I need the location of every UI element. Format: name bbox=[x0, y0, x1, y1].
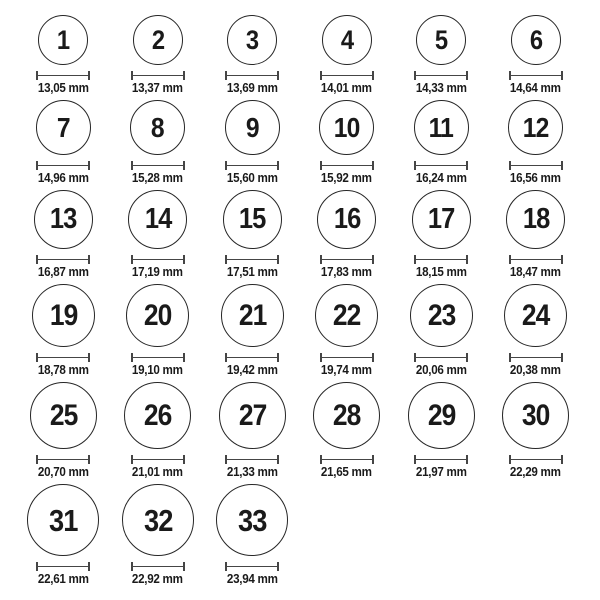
ring-size-cell bbox=[205, 484, 300, 586]
ring-size-cell bbox=[489, 382, 584, 479]
ring-size-number: 9 bbox=[245, 111, 259, 143]
diameter-measure-line bbox=[225, 255, 279, 264]
diameter-measure-line bbox=[36, 255, 90, 264]
ring-size-number: 30 bbox=[521, 398, 550, 432]
ring-size-cell bbox=[300, 382, 395, 479]
ring-circle bbox=[414, 100, 469, 155]
ring-circle bbox=[36, 100, 91, 155]
diameter-label: 20,06 mm bbox=[415, 363, 467, 377]
ring-size-cell bbox=[16, 284, 111, 377]
ring-size-cell bbox=[205, 100, 300, 185]
ring-size-number: 26 bbox=[143, 398, 172, 432]
diameter-label: 20,70 mm bbox=[37, 465, 89, 479]
diameter-label: 18,47 mm bbox=[510, 265, 562, 279]
ring-circle bbox=[30, 382, 97, 449]
diameter-label: 19,74 mm bbox=[321, 363, 373, 377]
ring-size-row bbox=[16, 382, 583, 479]
ring-circle bbox=[27, 484, 99, 556]
ring-size-number: 17 bbox=[427, 203, 455, 235]
diameter-measure-line bbox=[320, 161, 374, 170]
ring-size-cell bbox=[111, 382, 206, 479]
diameter-label: 20,38 mm bbox=[510, 363, 562, 377]
diameter-measure-line bbox=[131, 455, 185, 464]
ring-size-number: 7 bbox=[56, 111, 70, 143]
diameter-measure-line bbox=[320, 71, 374, 80]
diameter-label: 17,19 mm bbox=[132, 265, 184, 279]
diameter-measure-line bbox=[414, 255, 468, 264]
diameter-label: 19,10 mm bbox=[132, 363, 184, 377]
ring-size-cell bbox=[16, 382, 111, 479]
ring-circle bbox=[32, 284, 95, 347]
ring-size-row bbox=[16, 100, 583, 185]
ring-size-row bbox=[16, 190, 583, 279]
ring-circle bbox=[412, 190, 471, 249]
ring-size-number: 5 bbox=[435, 24, 448, 55]
diameter-label: 22,92 mm bbox=[132, 572, 184, 586]
ring-size-number: 31 bbox=[48, 502, 78, 538]
diameter-measure-line bbox=[131, 71, 185, 80]
ring-size-cell bbox=[111, 15, 206, 95]
ring-circle bbox=[34, 190, 93, 249]
ring-size-number: 16 bbox=[333, 203, 361, 235]
ring-size-cell bbox=[205, 190, 300, 279]
ring-size-number: 33 bbox=[237, 502, 267, 538]
ring-size-row bbox=[16, 484, 583, 586]
ring-size-number: 22 bbox=[332, 298, 361, 332]
diameter-label: 13,05 mm bbox=[37, 81, 89, 95]
diameter-measure-line bbox=[320, 255, 374, 264]
ring-size-cell bbox=[489, 100, 584, 185]
diameter-label: 17,51 mm bbox=[226, 265, 278, 279]
diameter-label: 21,33 mm bbox=[226, 465, 278, 479]
ring-circle bbox=[506, 190, 565, 249]
diameter-measure-line bbox=[509, 255, 563, 264]
ring-size-cell bbox=[489, 284, 584, 377]
ring-circle bbox=[416, 15, 466, 65]
diameter-label: 13,37 mm bbox=[132, 81, 184, 95]
ring-size-cell bbox=[394, 190, 489, 279]
diameter-measure-line bbox=[414, 71, 468, 80]
diameter-measure-line bbox=[509, 353, 563, 362]
ring-circle bbox=[511, 15, 561, 65]
ring-circle bbox=[219, 382, 286, 449]
ring-circle bbox=[502, 382, 569, 449]
diameter-label: 23,94 mm bbox=[226, 572, 278, 586]
diameter-measure-line bbox=[509, 71, 563, 80]
ring-circle bbox=[315, 284, 378, 347]
ring-size-cell bbox=[205, 15, 300, 95]
ring-size-cell bbox=[16, 484, 111, 586]
ring-size-number: 23 bbox=[427, 298, 456, 332]
diameter-measure-line bbox=[225, 455, 279, 464]
diameter-label: 15,60 mm bbox=[226, 171, 278, 185]
diameter-label: 17,83 mm bbox=[321, 265, 373, 279]
diameter-measure-line bbox=[509, 161, 563, 170]
ring-circle bbox=[221, 284, 284, 347]
diameter-measure-line bbox=[225, 71, 279, 80]
ring-size-number: 10 bbox=[333, 111, 360, 143]
diameter-measure-line bbox=[320, 455, 374, 464]
diameter-label: 18,78 mm bbox=[37, 363, 89, 377]
ring-circle bbox=[313, 382, 380, 449]
diameter-label: 14,64 mm bbox=[510, 81, 562, 95]
ring-size-row bbox=[16, 284, 583, 377]
diameter-label: 21,97 mm bbox=[415, 465, 467, 479]
ring-size-cell bbox=[300, 15, 395, 95]
ring-circle bbox=[126, 284, 189, 347]
ring-size-number: 6 bbox=[529, 24, 542, 55]
diameter-measure-line bbox=[131, 161, 185, 170]
ring-size-number: 13 bbox=[49, 203, 77, 235]
diameter-label: 14,96 mm bbox=[37, 171, 89, 185]
ring-size-number: 18 bbox=[522, 203, 550, 235]
diameter-measure-line bbox=[131, 255, 185, 264]
diameter-label: 21,01 mm bbox=[132, 465, 184, 479]
ring-circle bbox=[225, 100, 280, 155]
diameter-label: 15,92 mm bbox=[321, 171, 373, 185]
diameter-label: 13,69 mm bbox=[226, 81, 278, 95]
diameter-measure-line bbox=[225, 353, 279, 362]
diameter-label: 16,87 mm bbox=[37, 265, 89, 279]
ring-size-number: 19 bbox=[49, 298, 78, 332]
diameter-measure-line bbox=[36, 71, 90, 80]
ring-circle bbox=[319, 100, 374, 155]
ring-size-cell bbox=[394, 100, 489, 185]
diameter-label: 14,33 mm bbox=[415, 81, 467, 95]
ring-size-cell bbox=[205, 284, 300, 377]
ring-size-number: 20 bbox=[143, 298, 172, 332]
ring-size-cell bbox=[111, 284, 206, 377]
ring-size-number: 1 bbox=[57, 24, 70, 55]
ring-size-number: 14 bbox=[144, 203, 172, 235]
ring-size-cell bbox=[16, 15, 111, 95]
ring-circle bbox=[216, 484, 288, 556]
ring-circle bbox=[317, 190, 376, 249]
ring-size-row bbox=[16, 15, 583, 95]
ring-size-cell bbox=[111, 484, 206, 586]
ring-size-cell bbox=[489, 190, 584, 279]
ring-size-cell bbox=[394, 15, 489, 95]
ring-size-cell bbox=[300, 284, 395, 377]
diameter-measure-line bbox=[131, 562, 185, 571]
diameter-label: 15,28 mm bbox=[132, 171, 184, 185]
ring-size-number: 12 bbox=[522, 111, 549, 143]
diameter-label: 22,29 mm bbox=[510, 465, 562, 479]
ring-size-number: 32 bbox=[143, 502, 173, 538]
diameter-label: 18,15 mm bbox=[415, 265, 467, 279]
ring-size-number: 8 bbox=[151, 111, 165, 143]
ring-circle bbox=[322, 15, 372, 65]
ring-circle bbox=[130, 100, 185, 155]
ring-size-number: 28 bbox=[332, 398, 361, 432]
diameter-measure-line bbox=[36, 562, 90, 571]
ring-size-number: 4 bbox=[340, 24, 353, 55]
diameter-label: 22,61 mm bbox=[37, 572, 89, 586]
ring-circle bbox=[504, 284, 567, 347]
diameter-label: 16,24 mm bbox=[415, 171, 467, 185]
ring-circle bbox=[408, 382, 475, 449]
diameter-label: 19,42 mm bbox=[226, 363, 278, 377]
ring-size-number: 27 bbox=[238, 398, 267, 432]
ring-size-cell bbox=[300, 190, 395, 279]
ring-size-number: 15 bbox=[238, 203, 266, 235]
ring-size-number: 2 bbox=[151, 24, 164, 55]
ring-circle bbox=[128, 190, 187, 249]
ring-size-cell bbox=[489, 15, 584, 95]
ring-size-cell bbox=[394, 382, 489, 479]
ring-size-cell bbox=[205, 382, 300, 479]
diameter-measure-line bbox=[414, 455, 468, 464]
ring-size-number: 24 bbox=[521, 298, 550, 332]
ring-circle bbox=[38, 15, 88, 65]
diameter-measure-line bbox=[131, 353, 185, 362]
diameter-measure-line bbox=[509, 455, 563, 464]
diameter-label: 21,65 mm bbox=[321, 465, 373, 479]
ring-size-cell bbox=[300, 100, 395, 185]
ring-circle bbox=[227, 15, 277, 65]
ring-size-cell bbox=[111, 100, 206, 185]
ring-size-cell bbox=[16, 190, 111, 279]
ring-size-number: 25 bbox=[49, 398, 78, 432]
diameter-measure-line bbox=[320, 353, 374, 362]
diameter-measure-line bbox=[225, 562, 279, 571]
ring-circle bbox=[223, 190, 282, 249]
diameter-measure-line bbox=[225, 161, 279, 170]
ring-size-number: 3 bbox=[246, 24, 259, 55]
diameter-measure-line bbox=[414, 353, 468, 362]
ring-circle bbox=[508, 100, 563, 155]
ring-size-number: 29 bbox=[427, 398, 456, 432]
ring-size-cell bbox=[111, 190, 206, 279]
ring-circle bbox=[122, 484, 194, 556]
ring-size-number: 21 bbox=[238, 298, 267, 332]
ring-circle bbox=[410, 284, 473, 347]
diameter-measure-line bbox=[36, 455, 90, 464]
diameter-measure-line bbox=[414, 161, 468, 170]
ring-circle bbox=[133, 15, 183, 65]
ring-size-cell bbox=[394, 284, 489, 377]
diameter-label: 16,56 mm bbox=[510, 171, 562, 185]
ring-size-number: 11 bbox=[429, 111, 454, 143]
diameter-measure-line bbox=[36, 161, 90, 170]
diameter-label: 14,01 mm bbox=[321, 81, 373, 95]
diameter-measure-line bbox=[36, 353, 90, 362]
ring-size-cell bbox=[16, 100, 111, 185]
ring-circle bbox=[124, 382, 191, 449]
